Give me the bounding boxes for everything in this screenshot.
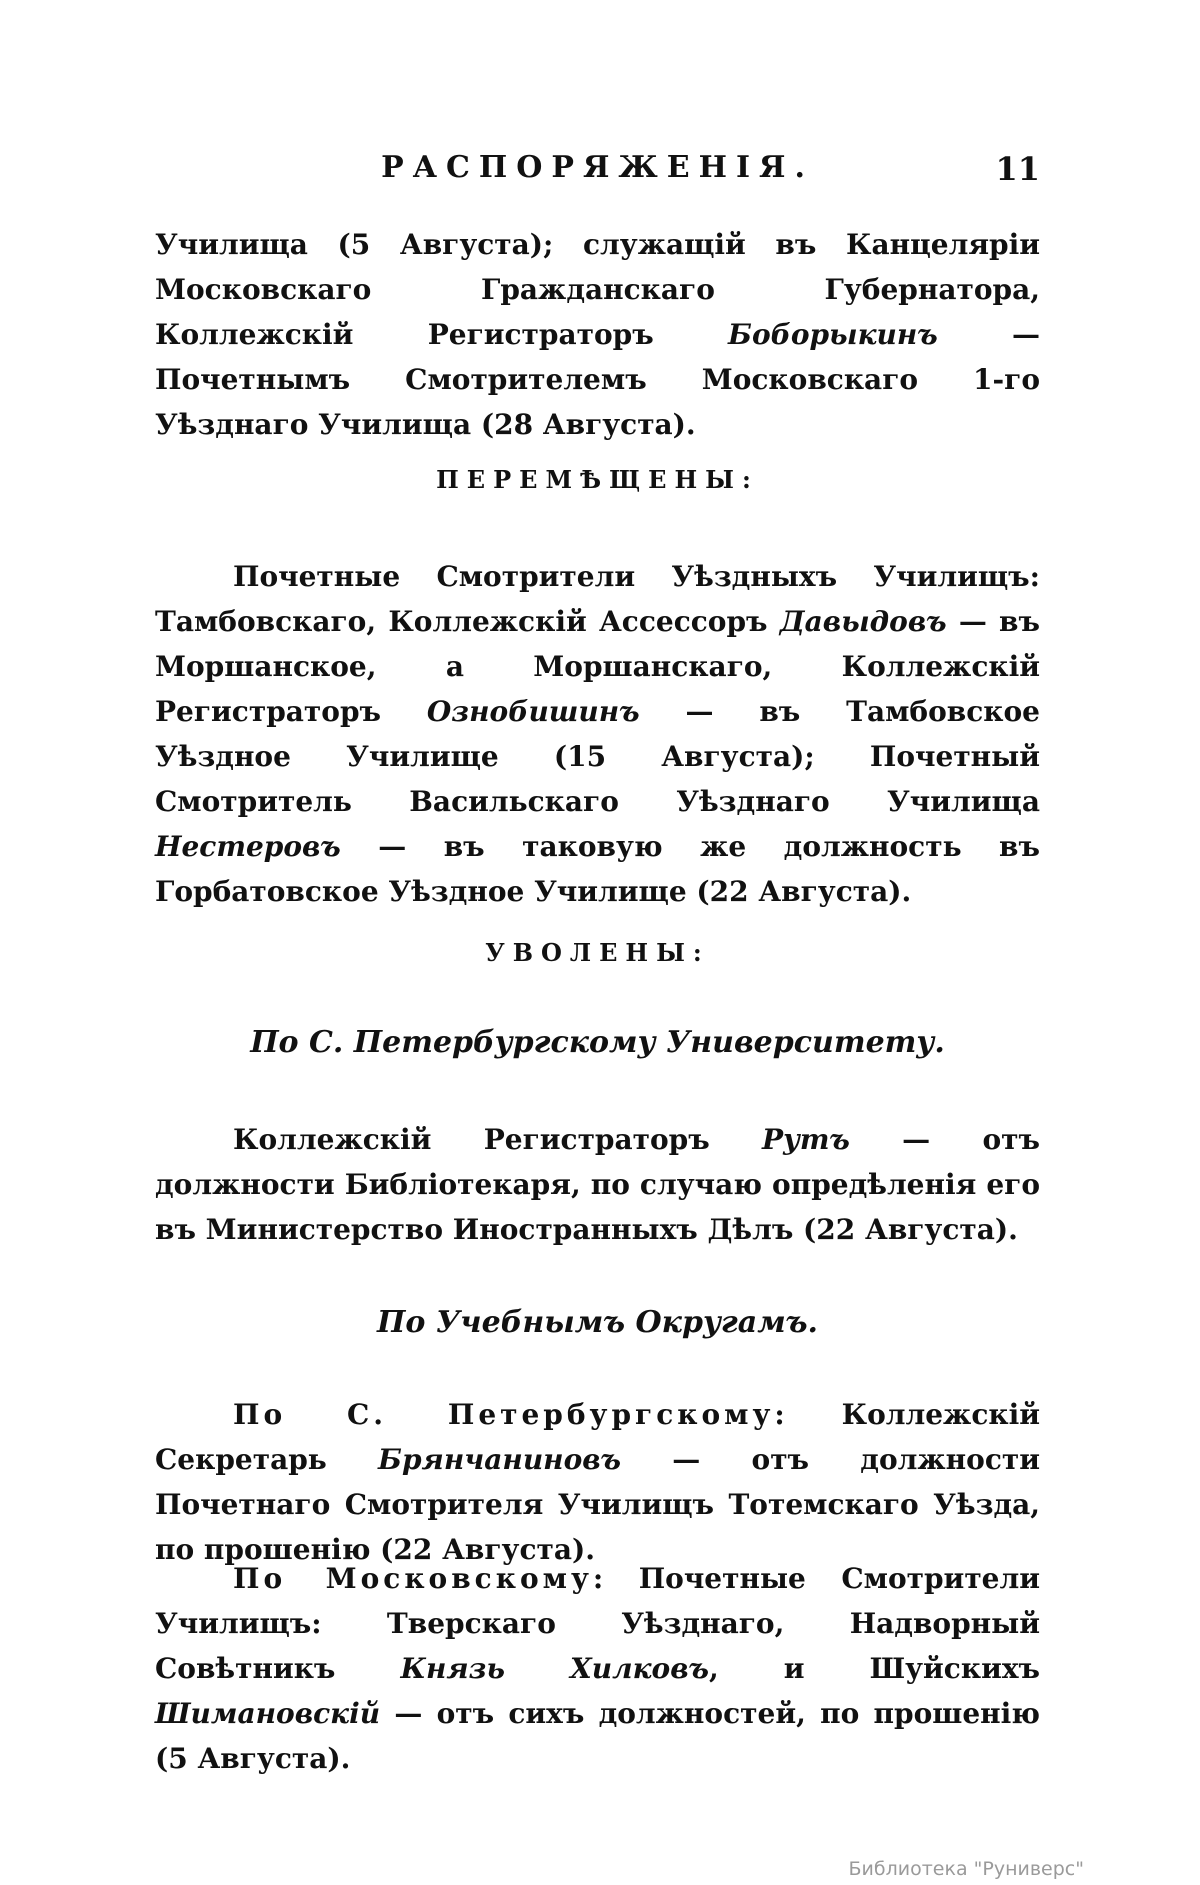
paragraph-appointments-end [155,222,1040,447]
person-name: Ознобишинъ [426,695,640,728]
text-segment: — Почетнымъ Смотрителемъ Московскаго 1-го Уѣзднаго Училища (28 Августа). [155,318,1041,441]
text-segment: — отъ сихъ должностей, по прошенію (5 Августа). [155,1697,1040,1775]
person-name: Давыдовъ [779,605,947,638]
text-segment: — отъ должности Почетнаго Смотрителя Училищъ Тотемскаго Уѣзда, по прошенію (22 Августа). [155,1443,1040,1566]
paragraph-university-dismissal [155,1117,1040,1252]
page-header [155,150,1040,200]
subheading-university: По С. Петербургскому Университету. [250,1025,945,1060]
person-name: Князь Хилковъ [400,1652,709,1685]
person-name: Брянчаниновъ [378,1443,622,1476]
paragraph-transfers [155,554,1040,914]
text-segment: : Почетные Смотрители Училищъ: Тверскаго Уѣзднаго, Надворный Совѣтникъ [155,1562,1040,1685]
text-segment: — въ Моршанское, а Моршанскаго, Коллежскій Регистраторъ [155,605,1040,728]
text-segment: — въ таковую же должность въ Горбатовское Уѣздное Училище (22 Августа). [155,830,1040,908]
district-lead: По С. Петербургскому [233,1398,775,1431]
district-lead: По Московскому [233,1562,593,1595]
person-name: Боборыкинъ [728,318,938,351]
text-segment: Училища (5 Августа); служащій въ Канцеляріи Московскаго Гражданскаго Губернатора, Коллежскій Регистраторъ [155,228,1040,351]
section-heading-moved: ПЕРЕМѢЩЕНЫ: [436,465,759,494]
text-segment: — отъ должности Библіотекаря, по случаю опредѣленія его въ Министерство Иностранныхъ Дѣлъ (22 Августа). [155,1123,1040,1246]
text-segment: Почетные Смотрители Уѣздныхъ Училищъ: Тамбовскаго, Коллежскій Ассессоръ [155,560,1040,638]
paragraph-moscow-district [155,1556,1040,1781]
text-segment: — въ Тамбовское Уѣздное Училище (15 Августа); Почетный Смотритель Васильскаго Уѣзднаго Училища [155,695,1040,818]
page-number: 11 [995,150,1040,188]
paragraph-petersburg-district [155,1392,1040,1572]
text-segment: Коллежскій Регистраторъ [233,1123,763,1156]
running-title: РАСПОРЯЖЕНІЯ. [381,150,814,185]
text-segment: , и Шуйскихъ [708,1652,1041,1685]
text-segment: : Коллежскій Секретарь [155,1398,1040,1476]
person-name: Рутъ [762,1123,850,1156]
subheading-districts: По Учебнымъ Округамъ. [377,1305,818,1340]
section-heading-dismissed: УВОЛЕНЫ: [485,938,710,967]
person-name: Нестеровъ [155,830,341,863]
library-watermark: Библиотека "Руниверс" [848,1858,1084,1880]
person-name: Шимановскій [155,1697,381,1730]
